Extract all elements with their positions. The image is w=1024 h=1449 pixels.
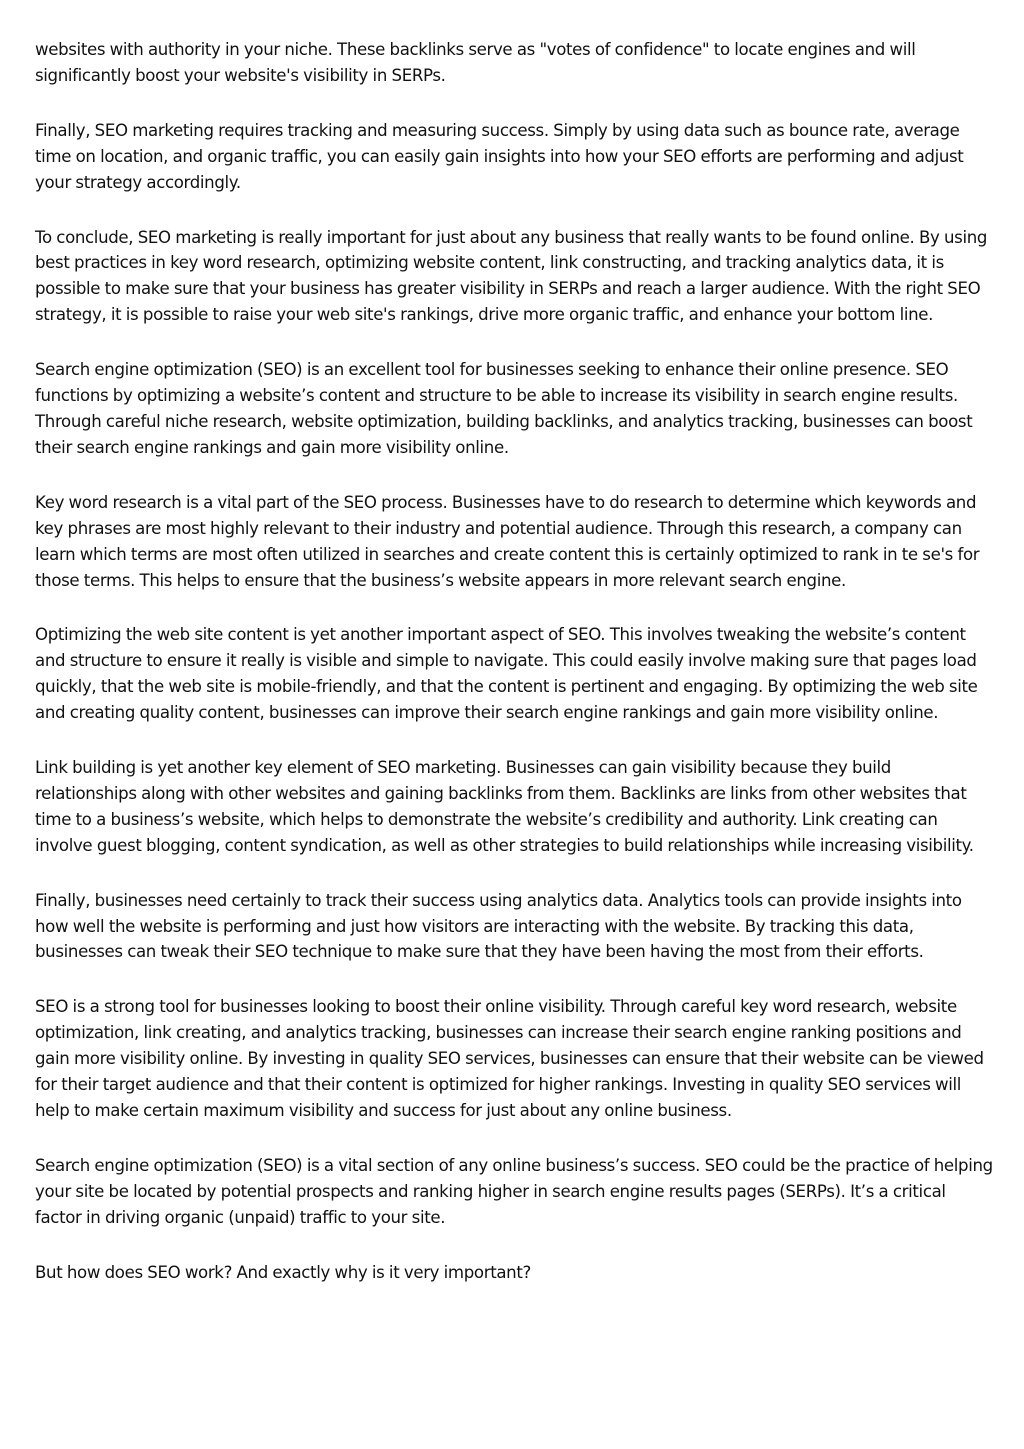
paragraph-seo-summary: SEO is a strong tool for businesses looking to boost their online visibility. Through careful key word research, website optimization, link creating, and analytics tracking, businesses can increase their search engine ranking positions and gain more visibility online. By investing in quality SEO services, businesses can ensure that their website can be viewed for their target audience and that their content is optimized for higher rankings. Investing in quality SEO services will help to make certain maximum visibility and success for just about any online business. <box>35 997 984 1120</box>
paragraph-backlinks-continued: websites with authority in your niche. These backlinks serve as "votes of confidence" to locate engines and will significantly boost your website's visibility in SERPs. <box>35 40 916 85</box>
paragraph-seo-definition: Search engine optimization (SEO) is a vital section of any online business’s success. SEO could be the practice of helping your site be located by potential prospects and ranking higher in search engine results pages (SERPs). It’s a critical factor in driving organic (unpaid) traffic to your site. <box>35 1155 993 1227</box>
paragraph-seo-question: But how does SEO work? And exactly why is it very important? <box>35 1262 531 1282</box>
paragraph-analytics-tracking: Finally, businesses need certainly to track their success using analytics data. Analytics tools can provide insights into how well the website is performing and just how visitors are interacting with the website. By tracking this data, businesses can tweak their SEO technique to make sure that they have been having the most from their efforts. <box>35 890 962 962</box>
paragraph-keyword-research: Key word research is a vital part of the SEO process. Businesses have to do research to determine which keywords and key phrases are most highly relevant to their industry and potential audience. Through this research, a company can learn which terms are most often utilized in searches and create content this is certainly optimized to rank in te se's for those terms. This helps to ensure that the business’s website appears in more relevant search engine. <box>35 492 980 590</box>
paragraph-seo-intro: Search engine optimization (SEO) is an excellent tool for businesses seeking to enhance their online presence. SEO functions by optimizing a website’s content and structure to be able to increase its visibility in search engine results. Through careful niche research, website optimization, building backlinks, and analytics tracking, businesses can boost their search engine rankings and gain more visibility online. <box>35 360 973 457</box>
paragraph-conclusion: To conclude, SEO marketing is really important for just about any business that really wants to be found online. By using best practices in key word research, optimizing website content, link constructing, and tracking analytics data, it is possible to make sure that your business has greater visibility in SERPs and reach a larger audience. With the right SEO strategy, it is possible to raise your web site's rankings, drive more organic traffic, and enhance your bottom line. <box>35 227 988 325</box>
paragraph-content-optimization: Optimizing the web site content is yet another important aspect of SEO. This involves tweaking the website’s content and structure to ensure it really is visible and simple to navigate. This could easily involve making sure that pages load quickly, that the web site is mobile-friendly, and that the content is pertinent and engaging. By optimizing the web site and creating quality content, businesses can improve their search engine rankings and gain more visibility online. <box>35 625 978 723</box>
paragraph-link-building: Link building is yet another key element of SEO marketing. Businesses can gain visibility because they build relationships along with other websites and gaining backlinks from them. Backlinks are links from other websites that time to a business’s website, which helps to demonstrate the website’s credibility and authority. Link creating can involve guest blogging, content syndication, as well as other strategies to build relationships while increasing visibility. <box>35 758 974 855</box>
paragraph-tracking-success: Finally, SEO marketing requires tracking and measuring success. Simply by using data such as bounce rate, average time on location, and organic traffic, you can easily gain insights into how your SEO efforts are performing and adjust your strategy accordingly. <box>35 120 964 192</box>
